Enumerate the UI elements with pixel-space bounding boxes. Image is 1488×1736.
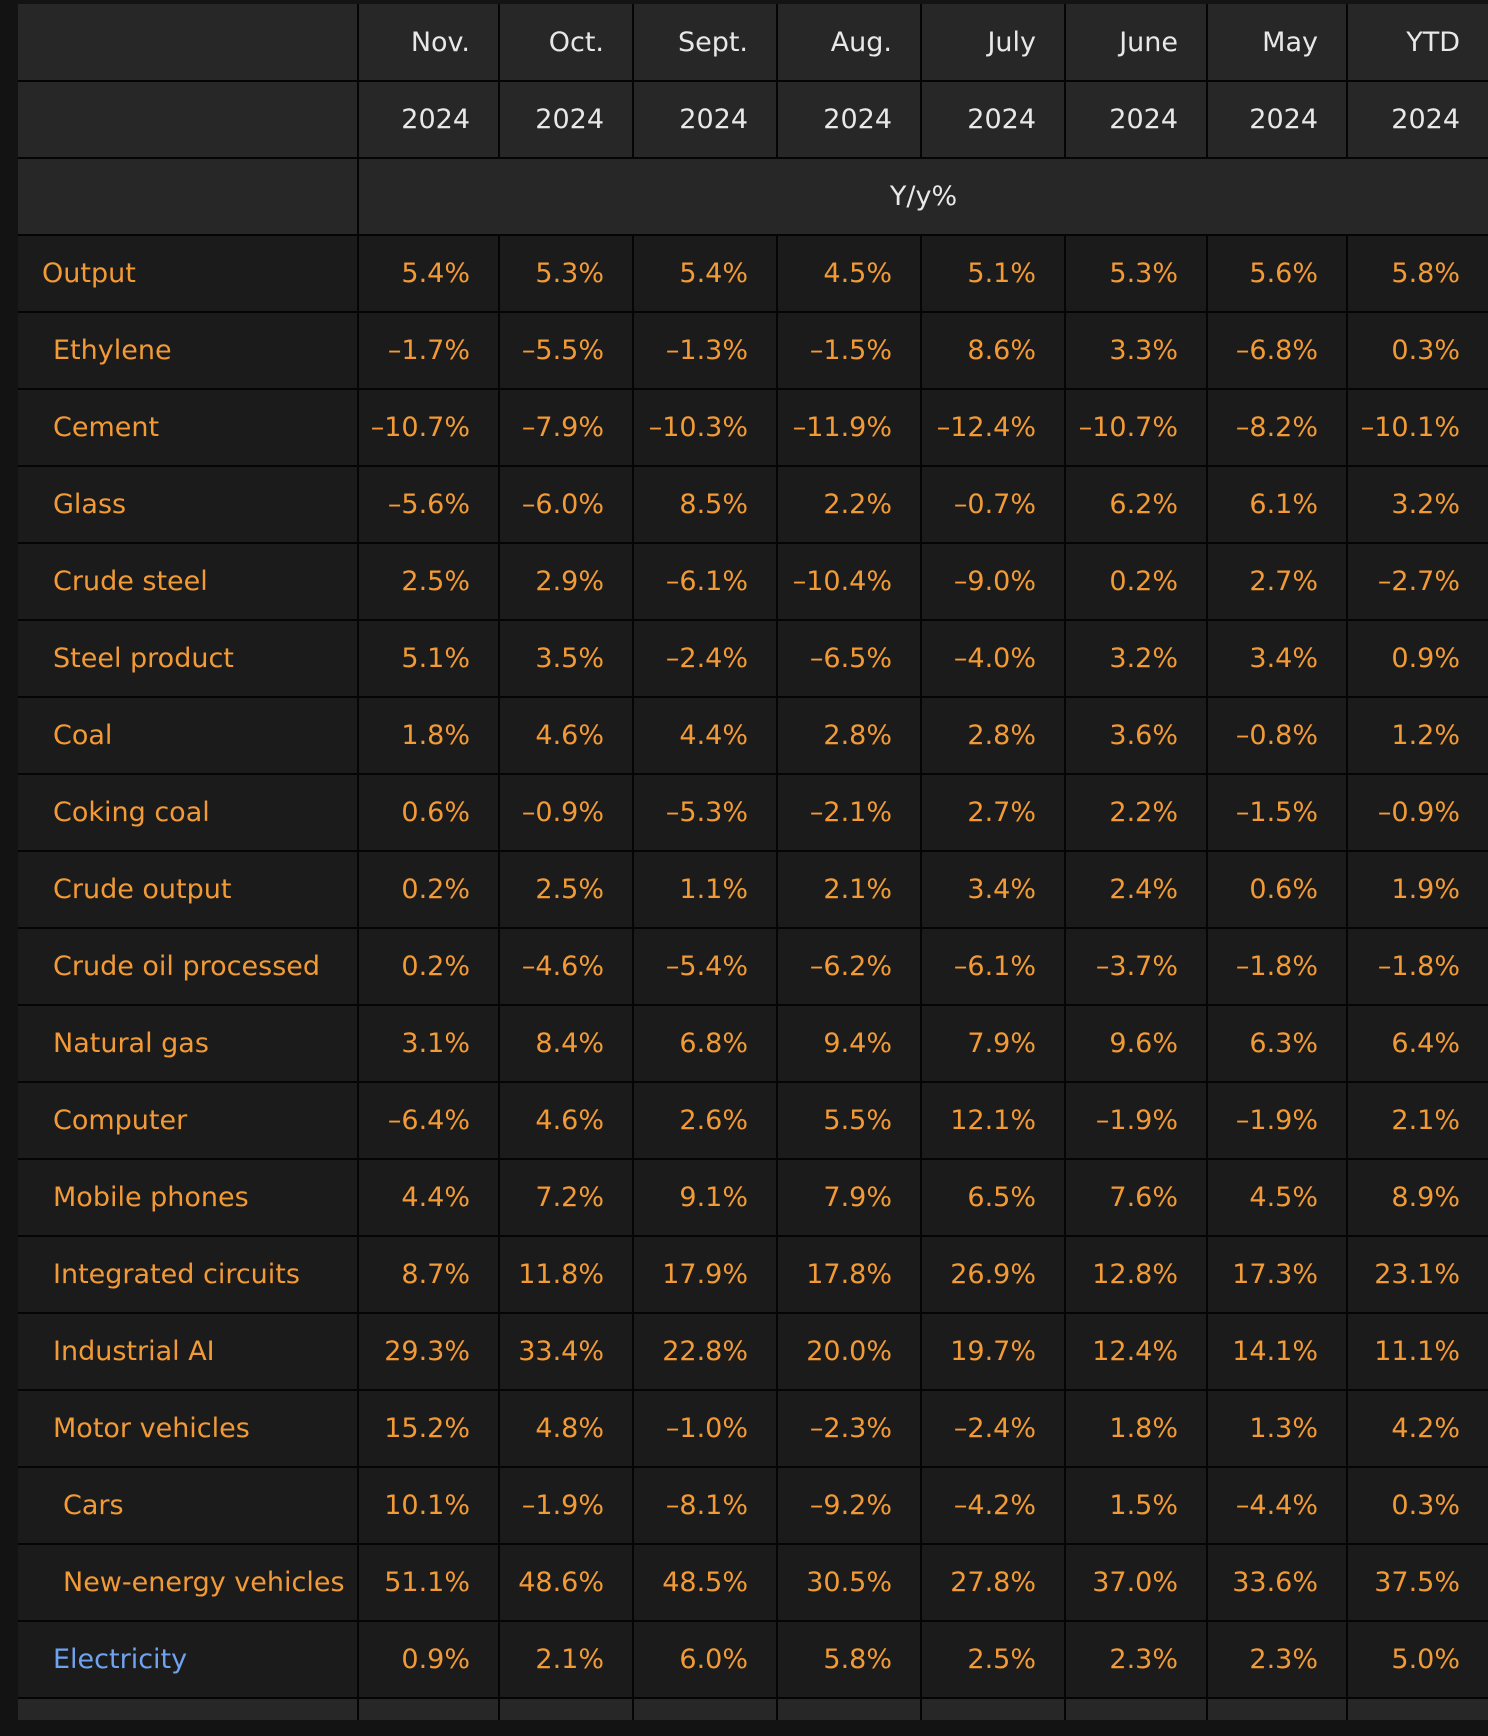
value-cell: –8.2% xyxy=(1207,389,1347,466)
header-year: 2024 xyxy=(633,81,777,158)
value-cell: 8.7% xyxy=(358,1236,499,1313)
value-cell: 2.2% xyxy=(777,466,921,543)
value-cell: –5.3% xyxy=(633,774,777,851)
row-label: Glass xyxy=(18,466,358,543)
value-cell: –1.5% xyxy=(777,312,921,389)
value-cell: –5.6% xyxy=(358,466,499,543)
value-cell: 9.4% xyxy=(777,1005,921,1082)
value-cell: 1.5% xyxy=(1065,1467,1207,1544)
value-cell: –1.3% xyxy=(633,312,777,389)
value-cell: 33.6% xyxy=(1207,1544,1347,1621)
empty-cell xyxy=(1065,1698,1207,1720)
value-cell: 2.7% xyxy=(1207,543,1347,620)
header-row-years xyxy=(18,81,1488,158)
value-cell: 4.5% xyxy=(1207,1159,1347,1236)
value-cell: 4.2% xyxy=(1347,1390,1488,1467)
value-cell: 1.8% xyxy=(1065,1390,1207,1467)
value-cell: 4.6% xyxy=(499,1082,633,1159)
value-cell: 15.2% xyxy=(358,1390,499,1467)
value-cell: –1.8% xyxy=(1347,928,1488,1005)
value-cell: 3.4% xyxy=(1207,620,1347,697)
table-row[interactable] xyxy=(18,466,1488,543)
value-cell: –6.1% xyxy=(633,543,777,620)
value-cell: –0.9% xyxy=(499,774,633,851)
value-cell: 3.2% xyxy=(1065,620,1207,697)
value-cell: –4.4% xyxy=(1207,1467,1347,1544)
value-cell: 29.3% xyxy=(358,1313,499,1390)
value-cell: 2.8% xyxy=(777,697,921,774)
empty-cell xyxy=(18,1698,358,1720)
unit-label: Y/y% xyxy=(358,158,1488,235)
header-month[interactable]: Oct. xyxy=(499,4,633,81)
empty-cell xyxy=(1207,1698,1347,1720)
header-month[interactable]: July xyxy=(921,4,1065,81)
header-year: 2024 xyxy=(358,81,499,158)
value-cell: 5.8% xyxy=(777,1621,921,1698)
value-cell: 12.8% xyxy=(1065,1236,1207,1313)
value-cell: 9.6% xyxy=(1065,1005,1207,1082)
value-cell: –1.9% xyxy=(1065,1082,1207,1159)
value-cell: –11.9% xyxy=(777,389,921,466)
value-cell: 0.3% xyxy=(1347,1467,1488,1544)
header-month[interactable]: YTD xyxy=(1347,4,1488,81)
row-label: Output xyxy=(18,235,358,312)
header-corner xyxy=(18,4,358,81)
header-row-unit xyxy=(18,158,1488,235)
value-cell: 8.9% xyxy=(1347,1159,1488,1236)
header-month[interactable]: May xyxy=(1207,4,1347,81)
value-cell: 8.5% xyxy=(633,466,777,543)
value-cell: –10.7% xyxy=(358,389,499,466)
value-cell: –6.2% xyxy=(777,928,921,1005)
value-cell: –2.4% xyxy=(633,620,777,697)
table-row[interactable] xyxy=(18,389,1488,466)
row-label: Industrial AI xyxy=(18,1313,358,1390)
value-cell: 6.2% xyxy=(1065,466,1207,543)
value-cell: –1.9% xyxy=(499,1467,633,1544)
value-cell: –5.4% xyxy=(633,928,777,1005)
value-cell: 14.1% xyxy=(1207,1313,1347,1390)
value-cell: –9.0% xyxy=(921,543,1065,620)
empty-cell xyxy=(499,1698,633,1720)
table-row[interactable] xyxy=(18,851,1488,928)
value-cell: 7.9% xyxy=(921,1005,1065,1082)
value-cell: 6.0% xyxy=(633,1621,777,1698)
table-row[interactable] xyxy=(18,1621,1488,1698)
value-cell: –6.8% xyxy=(1207,312,1347,389)
value-cell: –2.4% xyxy=(921,1390,1065,1467)
header-corner xyxy=(18,81,358,158)
value-cell: 0.6% xyxy=(1207,851,1347,928)
value-cell: –4.0% xyxy=(921,620,1065,697)
value-cell: 27.8% xyxy=(921,1544,1065,1621)
value-cell: –1.8% xyxy=(1207,928,1347,1005)
table-row[interactable] xyxy=(18,1005,1488,1082)
value-cell: 6.3% xyxy=(1207,1005,1347,1082)
row-label: New-energy vehicles xyxy=(18,1544,358,1621)
value-cell: 5.4% xyxy=(358,235,499,312)
value-cell: 7.2% xyxy=(499,1159,633,1236)
value-cell: 2.1% xyxy=(1347,1082,1488,1159)
value-cell: 0.6% xyxy=(358,774,499,851)
value-cell: 20.0% xyxy=(777,1313,921,1390)
value-cell: –2.3% xyxy=(777,1390,921,1467)
row-label: Integrated circuits xyxy=(18,1236,358,1313)
row-label: Crude oil processed xyxy=(18,928,358,1005)
value-cell: –7.9% xyxy=(499,389,633,466)
value-cell: 5.4% xyxy=(633,235,777,312)
value-cell: 37.5% xyxy=(1347,1544,1488,1621)
value-cell: 2.4% xyxy=(1065,851,1207,928)
empty-cell xyxy=(633,1698,777,1720)
value-cell: 3.4% xyxy=(921,851,1065,928)
value-cell: 2.2% xyxy=(1065,774,1207,851)
value-cell: –6.5% xyxy=(777,620,921,697)
value-cell: 1.8% xyxy=(358,697,499,774)
empty-cell xyxy=(921,1698,1065,1720)
row-label: Motor vehicles xyxy=(18,1390,358,1467)
table-row[interactable] xyxy=(18,697,1488,774)
value-cell: 1.3% xyxy=(1207,1390,1347,1467)
value-cell: 17.9% xyxy=(633,1236,777,1313)
value-cell: 2.6% xyxy=(633,1082,777,1159)
value-cell: –2.7% xyxy=(1347,543,1488,620)
value-cell: –0.9% xyxy=(1347,774,1488,851)
value-cell: 5.1% xyxy=(921,235,1065,312)
header-corner xyxy=(18,158,358,235)
header-year: 2024 xyxy=(499,81,633,158)
value-cell: 12.1% xyxy=(921,1082,1065,1159)
value-cell: 19.7% xyxy=(921,1313,1065,1390)
row-label: Cement xyxy=(18,389,358,466)
value-cell: –5.5% xyxy=(499,312,633,389)
value-cell: 0.9% xyxy=(358,1621,499,1698)
value-cell: 0.3% xyxy=(1347,312,1488,389)
value-cell: 48.5% xyxy=(633,1544,777,1621)
value-cell: 26.9% xyxy=(921,1236,1065,1313)
value-cell: 9.1% xyxy=(633,1159,777,1236)
value-cell: 37.0% xyxy=(1065,1544,1207,1621)
value-cell: 2.5% xyxy=(358,543,499,620)
value-cell: 51.1% xyxy=(358,1544,499,1621)
value-cell: 48.6% xyxy=(499,1544,633,1621)
value-cell: 22.8% xyxy=(633,1313,777,1390)
value-cell: 5.1% xyxy=(358,620,499,697)
value-cell: 7.6% xyxy=(1065,1159,1207,1236)
table-row[interactable] xyxy=(18,1390,1488,1467)
value-cell: 6.8% xyxy=(633,1005,777,1082)
value-cell: 0.9% xyxy=(1347,620,1488,697)
value-cell: 7.9% xyxy=(777,1159,921,1236)
value-cell: 2.5% xyxy=(921,1621,1065,1698)
value-cell: 3.5% xyxy=(499,620,633,697)
table-row[interactable] xyxy=(18,1159,1488,1236)
value-cell: 5.3% xyxy=(1065,235,1207,312)
table-row[interactable] xyxy=(18,928,1488,1005)
table-row[interactable] xyxy=(18,235,1488,312)
value-cell: 0.2% xyxy=(1065,543,1207,620)
value-cell: –8.1% xyxy=(633,1467,777,1544)
value-cell: 2.8% xyxy=(921,697,1065,774)
value-cell: 2.9% xyxy=(499,543,633,620)
value-cell: 23.1% xyxy=(1347,1236,1488,1313)
value-cell: 17.3% xyxy=(1207,1236,1347,1313)
row-label: Coal xyxy=(18,697,358,774)
value-cell: –1.0% xyxy=(633,1390,777,1467)
value-cell: 4.5% xyxy=(777,235,921,312)
value-cell: –3.7% xyxy=(1065,928,1207,1005)
value-cell: 8.6% xyxy=(921,312,1065,389)
row-label: Coking coal xyxy=(18,774,358,851)
header-row-months xyxy=(18,4,1488,81)
value-cell: 2.1% xyxy=(499,1621,633,1698)
value-cell: –12.4% xyxy=(921,389,1065,466)
table-row[interactable] xyxy=(18,1082,1488,1159)
value-cell: 6.5% xyxy=(921,1159,1065,1236)
value-cell: 4.4% xyxy=(633,697,777,774)
value-cell: –1.9% xyxy=(1207,1082,1347,1159)
header-year: 2024 xyxy=(1065,81,1207,158)
table-row[interactable] xyxy=(18,1467,1488,1544)
table-row[interactable] xyxy=(18,1236,1488,1313)
header-month[interactable]: Nov. xyxy=(358,4,499,81)
row-label: Steel product xyxy=(18,620,358,697)
table-row[interactable] xyxy=(18,1544,1488,1621)
value-cell: 2.1% xyxy=(777,851,921,928)
value-cell: 6.1% xyxy=(1207,466,1347,543)
row-label: Ethylene xyxy=(18,312,358,389)
value-cell: –10.4% xyxy=(777,543,921,620)
row-label: Crude output xyxy=(18,851,358,928)
value-cell: 11.1% xyxy=(1347,1313,1488,1390)
row-label: Natural gas xyxy=(18,1005,358,1082)
value-cell: 1.1% xyxy=(633,851,777,928)
header-month[interactable]: Sept. xyxy=(633,4,777,81)
row-label: Cars xyxy=(18,1467,358,1544)
industrial-output-table xyxy=(18,4,1488,1720)
table-header xyxy=(18,4,1488,235)
table-body xyxy=(18,235,1488,1720)
value-cell: 1.2% xyxy=(1347,697,1488,774)
value-cell: 2.3% xyxy=(1207,1621,1347,1698)
header-year: 2024 xyxy=(1347,81,1488,158)
table-row[interactable] xyxy=(18,543,1488,620)
value-cell: 5.3% xyxy=(499,235,633,312)
value-cell: 2.7% xyxy=(921,774,1065,851)
row-label: Mobile phones xyxy=(18,1159,358,1236)
value-cell: –6.0% xyxy=(499,466,633,543)
table-row-partial xyxy=(18,1698,1488,1720)
value-cell: –10.1% xyxy=(1347,389,1488,466)
value-cell: 3.6% xyxy=(1065,697,1207,774)
table-row[interactable] xyxy=(18,620,1488,697)
table-row[interactable] xyxy=(18,312,1488,389)
value-cell: 5.8% xyxy=(1347,235,1488,312)
data-table-container xyxy=(18,4,1488,1720)
value-cell: 11.8% xyxy=(499,1236,633,1313)
header-year: 2024 xyxy=(1207,81,1347,158)
row-label-link[interactable]: Electricity xyxy=(18,1621,358,1698)
value-cell: 3.2% xyxy=(1347,466,1488,543)
value-cell: –9.2% xyxy=(777,1467,921,1544)
row-label: Crude steel xyxy=(18,543,358,620)
value-cell: –2.1% xyxy=(777,774,921,851)
value-cell: –1.5% xyxy=(1207,774,1347,851)
value-cell: 4.8% xyxy=(499,1390,633,1467)
value-cell: –1.7% xyxy=(358,312,499,389)
value-cell: 30.5% xyxy=(777,1544,921,1621)
header-year: 2024 xyxy=(921,81,1065,158)
value-cell: 3.1% xyxy=(358,1005,499,1082)
value-cell: –0.7% xyxy=(921,466,1065,543)
table-row[interactable] xyxy=(18,1313,1488,1390)
value-cell: 3.3% xyxy=(1065,312,1207,389)
header-month[interactable]: Aug. xyxy=(777,4,921,81)
value-cell: –4.2% xyxy=(921,1467,1065,1544)
value-cell: –10.3% xyxy=(633,389,777,466)
value-cell: 6.4% xyxy=(1347,1005,1488,1082)
value-cell: –6.4% xyxy=(358,1082,499,1159)
value-cell: 12.4% xyxy=(1065,1313,1207,1390)
empty-cell xyxy=(777,1698,921,1720)
header-year: 2024 xyxy=(777,81,921,158)
value-cell: 5.0% xyxy=(1347,1621,1488,1698)
value-cell: 33.4% xyxy=(499,1313,633,1390)
value-cell: 1.9% xyxy=(1347,851,1488,928)
value-cell: 0.2% xyxy=(358,928,499,1005)
value-cell: 2.5% xyxy=(499,851,633,928)
value-cell: 4.6% xyxy=(499,697,633,774)
value-cell: –10.7% xyxy=(1065,389,1207,466)
value-cell: –0.8% xyxy=(1207,697,1347,774)
value-cell: 17.8% xyxy=(777,1236,921,1313)
value-cell: 5.5% xyxy=(777,1082,921,1159)
value-cell: 8.4% xyxy=(499,1005,633,1082)
empty-cell xyxy=(1347,1698,1488,1720)
value-cell: 2.3% xyxy=(1065,1621,1207,1698)
row-label: Computer xyxy=(18,1082,358,1159)
value-cell: –4.6% xyxy=(499,928,633,1005)
value-cell: 0.2% xyxy=(358,851,499,928)
value-cell: 5.6% xyxy=(1207,235,1347,312)
table-row[interactable] xyxy=(18,774,1488,851)
empty-cell xyxy=(358,1698,499,1720)
header-month[interactable]: June xyxy=(1065,4,1207,81)
value-cell: 4.4% xyxy=(358,1159,499,1236)
value-cell: –6.1% xyxy=(921,928,1065,1005)
value-cell: 10.1% xyxy=(358,1467,499,1544)
